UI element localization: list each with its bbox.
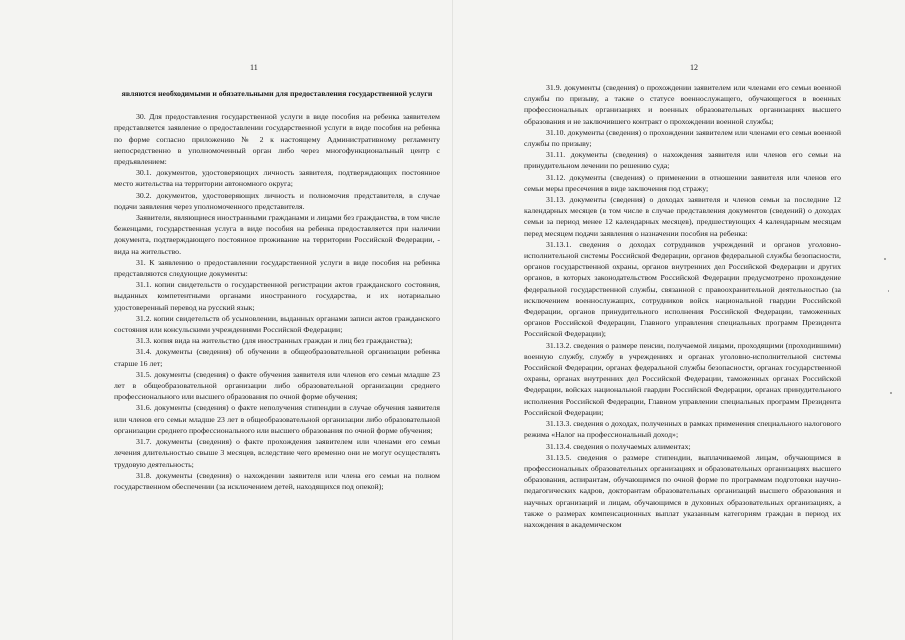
paragraph: 31.13.5. сведения о размере стипендии, выплачиваемой лицам, обучающимся в профессиональных образовательных организациях и образовательных организациях высшего образования, аспирантам, обучающимся по очной форме по программам подготовки научно-педагогических кадров, докторантам образовательных организаций высшего образования и научных организаций и лицам, обучающимся в духовных образовательных организациях, а также о размерах компенсационных выплат указанным категориям граждан в период их нахождения в академическом (524, 452, 841, 529)
paragraph: 31.13. документы (сведения) о доходах заявителя и членов семьи за последние 12 календарных месяцев (в том числе в случае представления документов (сведений) о доходах семьи за период менее 12 календарных месяцев), предшествующих 4 календарным месяцам перед месяцем подачи заявления о назначении пособия на ребенка: (524, 195, 841, 238)
right-page (452, 0, 905, 640)
left-page (0, 0, 452, 640)
paragraph: 31.12. документы (сведения) о применении в отношении заявителя или членов его семьи меры пресечения в виде заключения под стражу; (524, 172, 841, 193)
scan-speck (890, 392, 892, 394)
paragraph: 31.6. документы (сведения) о факте неполучения стипендии в случае обучения заявителя или членов его семьи младше 23 лет в общеобразовательной организации либо образовательной организации среднего профессионального или высшего образования по очной форме обучения; (114, 403, 440, 435)
paragraph: 31.2. копии свидетельств об усыновлении, выданных органами записи актов гражданского состояния или консульскими учреждениями Российской Федерации; (114, 313, 440, 335)
section-heading: являются необходимыми и обязательными для предоставления государственной услуги (121, 89, 433, 98)
paragraph: 31.4. документы (сведения) об обучении в общеобразовательной организации ребенка старше 16 лет; (114, 347, 440, 368)
paragraph: 31.5. документы (сведения) о факте обучения заявителя или членов его семьи младше 23 лет в общеобразовательной организации либо образовательной организации среднего профессионального или высшего образования по очной форме обучения; (114, 369, 440, 402)
paragraph: 30. Для предоставления государственной услуги в виде пособия на ребенка заявителем представляется заявление о предоставлении государственной услуги в виде пособия на ребенка по форме согласно приложению № 2 к настоящему Административному регламенту непосредственно в уполномоченный орган либо через многофункциональный центр с предъявлением: (114, 112, 440, 167)
paragraph: 31.7. документы (сведения) о факте прохождения заявителем или членами его семьи лечения длительностью свыше 3 месяцев, вследствие чего временно они не могут осуществлять трудовую деятельность; (114, 437, 440, 469)
paragraph: 31.10. документы (сведения) о прохождении заявителем или членами его семьи военной службы по призыву; (524, 127, 841, 149)
page-number: 12 (690, 63, 698, 72)
left-page-body (114, 111, 440, 492)
paragraph: 31.13.2. сведения о размере пенсии, получаемой лицами, проходящими (проходившими) военную службу, службу в учреждениях и органах уголовно-исполнительной системы Российской Федерации, органах федеральной службы безопасности, органах государственной охраны, органах внутренних дел Российской Федерации, таможенных органах Российской Федерации, войсках национальной гвардии Российской Федерации, органах принудительного исполнения Российской Федерации, Главном управлении специальных программ Президента Российской Федерации; (524, 340, 841, 417)
paragraph: 31.1. копии свидетельств о государственной регистрации актов гражданского состояния, выданных компетентными органами иностранного государства, и их нотариально удостоверенный перевод на русский язык; (114, 280, 440, 312)
paragraph: 31. К заявлению о предоставлении государственной услуги в виде пособия на ребенка представляются следующие документы: (114, 257, 440, 279)
paragraph: 31.13.4. сведения о получаемых алиментах; (546, 441, 691, 451)
paragraph: 30.1. документов, удостоверяющих личность заявителя, подтверждающих постоянное место жительства на территории автономного округа; (114, 168, 440, 189)
paragraph: 31.13.3. сведения о доходах, полученных в рамках применения специального налогового режима «Налог на профессиональный доход»; (524, 419, 841, 440)
paragraph: 30.2. документов, удостоверяющих личность и полномочия представителя, в случае подачи заявления через уполномоченного представителя. (114, 190, 440, 211)
scan-speck (884, 258, 886, 260)
page-number: 11 (250, 63, 258, 72)
paragraph: 31.3. копия вида на жительство (для иностранных граждан и лиц без гражданства); (136, 336, 413, 346)
paragraph: 31.9. документы (сведения) о прохождении заявителем или членами его семьи военной службы по призыву, а также о статусе военнослужащего, обучающегося в военных профессиональных организациях и военных образовательных организациях высшего образования и не заключившего контракт о прохождении военной службы; (524, 83, 841, 126)
paragraph: 31.11. документы (сведения) о нахождения заявителя или членов его семьи на принудительном лечении по решению суда; (524, 150, 841, 171)
scan-speck (888, 290, 889, 292)
paragraph: 31.13.1. сведения о доходах сотрудников учреждений и органов уголовно-исполнительной системы Российской Федерации, органов федеральной службы безопасности, органов государственной охраны, органов внутренних дел Российской Федерации и других органов, в которых законодательством Российской Федерации предусмотрено прохождение федеральной государственной службы, связанной с правоохранительной деятельностью (за исключением военнослужащих, сотрудников войск национальной гвардии Российской Федерации, органов принудительного исполнения Российской Федерации, таможенных органов Российской Федерации, Главного управления специальных программ Президента Российской Федерации); (524, 239, 841, 339)
paragraph: 31.8. документы (сведения) о нахождении заявителя или члена его семьи на полном государственном обеспечении (за исключением детей, находящихся под опекой); (114, 470, 440, 491)
paragraph: Заявители, являющиеся иностранными гражданами и лицами без гражданства, в том числе беженцами, государственная услуга в виде пособия на ребенка предоставляется при наличии документа, подтверждающего постоянное проживание на территории Российской Федерации, - вида на жительство. (114, 213, 440, 256)
right-page-body (524, 82, 841, 530)
